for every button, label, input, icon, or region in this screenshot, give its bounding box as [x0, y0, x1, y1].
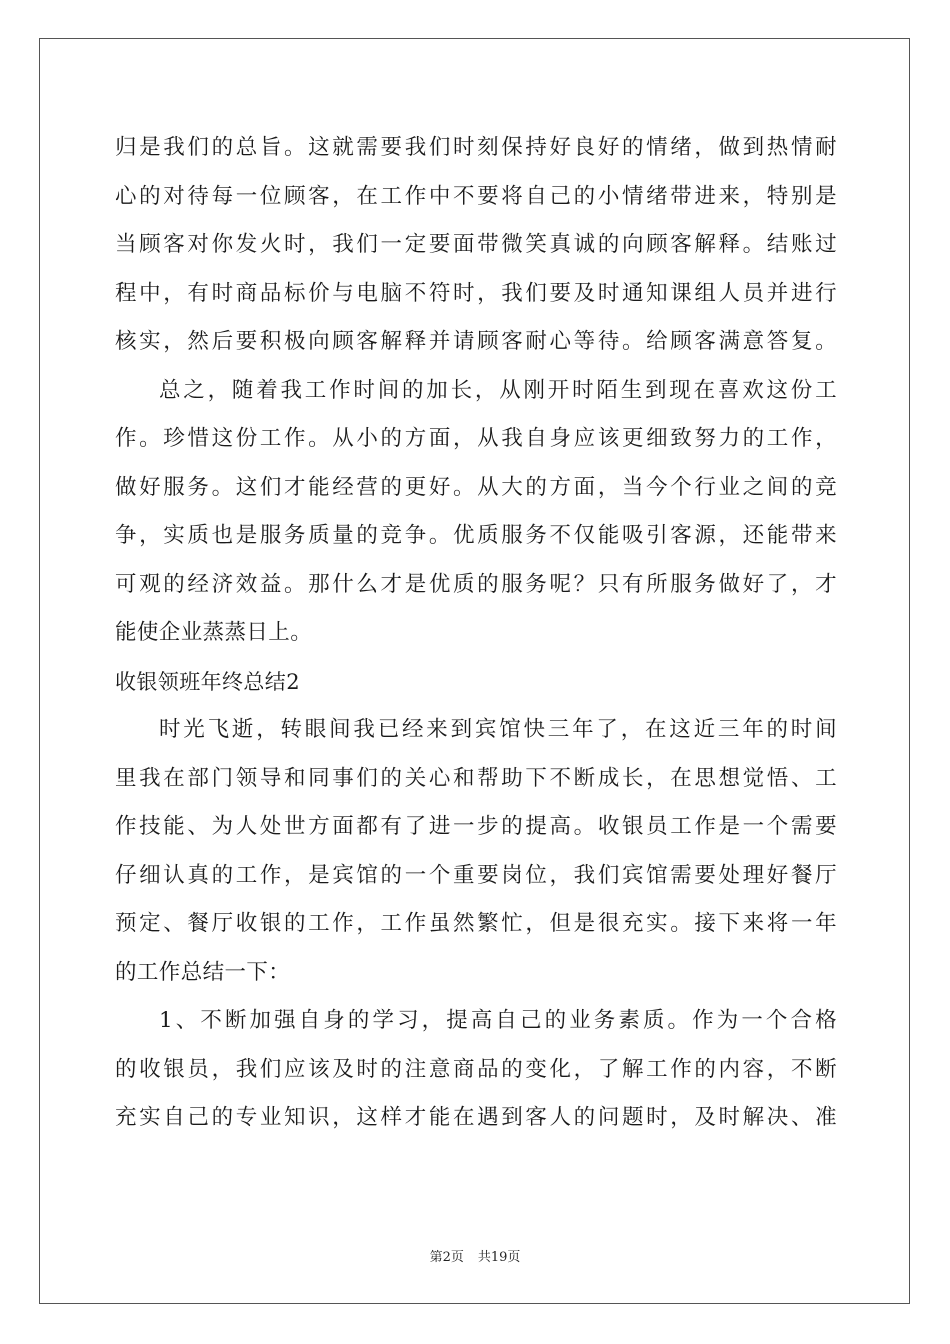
body-line: 里我在部门领导和同事们的关心和帮助下不断成长，在思想觉悟、工	[115, 765, 837, 791]
page-total: 共19页	[477, 1250, 521, 1265]
body-line: 做好服务。这们才能经营的更好。从大的方面，当今个行业之间的竞	[115, 474, 837, 500]
body-line: 归是我们的总旨。这就需要我们时刻保持好良好的情绪，做到热情耐	[115, 135, 837, 160]
paragraph-start-line: 时光飞逝，转眼间我已经来到宾馆快三年了，在这近三年的时间	[159, 717, 837, 742]
page-number: 第2页	[429, 1250, 464, 1265]
body-line: 作。珍惜这份工作。从小的方面，从我自身应该更细致努力的工作，	[115, 426, 837, 451]
body-line: 程中，有时商品标价与电脑不符时，我们要及时通知课组人员并进行	[115, 280, 837, 306]
body-line: 的工作总结一下：	[115, 959, 291, 985]
document-body	[115, 124, 837, 1143]
body-line: 作技能、为人处世方面都有了进一步的提高。收银员工作是一个需要	[115, 814, 837, 839]
body-line: 争，实质也是服务质量的竞争。优质服务不仅能吸引客源，还能带来	[115, 523, 837, 548]
body-line: 的收银员，我们应该及时的注意商品的变化，了解工作的内容，不断	[115, 1056, 837, 1082]
body-line: 可观的经济效益。那什么才是优质的服务呢？只有所服务做好了，才	[115, 571, 837, 597]
page-footer	[0, 1246, 950, 1265]
paragraph-start-line: 总之，随着我工作时间的加长，从刚开时陌生到现在喜欢这份工	[159, 377, 837, 403]
body-line: 核实，然后要积极向顾客解释并请顾客耐心等待。给顾客满意答复。	[115, 329, 837, 354]
body-line: 预定、餐厅收银的工作，工作虽然繁忙，但是很充实。接下来将一年	[115, 911, 837, 936]
body-line: 充实自己的专业知识，这样才能在遇到客人的问题时，及时解决、准	[115, 1105, 837, 1130]
section-heading: 收银领班年终总结2	[115, 669, 300, 694]
body-line: 当顾客对你发火时，我们一定要面带微笑真诚的向顾客解释。结账过	[115, 232, 837, 257]
body-line: 仔细认真的工作，是宾馆的一个重要岗位，我们宾馆需要处理好餐厅	[115, 862, 837, 888]
body-line: 能使企业蒸蒸日上。	[115, 620, 313, 645]
body-line: 心的对待每一位顾客，在工作中不要将自己的小情绪带进来，特别是	[115, 183, 837, 209]
paragraph-start-line: 1、不断加强自身的学习，提高自己的业务素质。作为一个合格	[159, 1008, 837, 1033]
